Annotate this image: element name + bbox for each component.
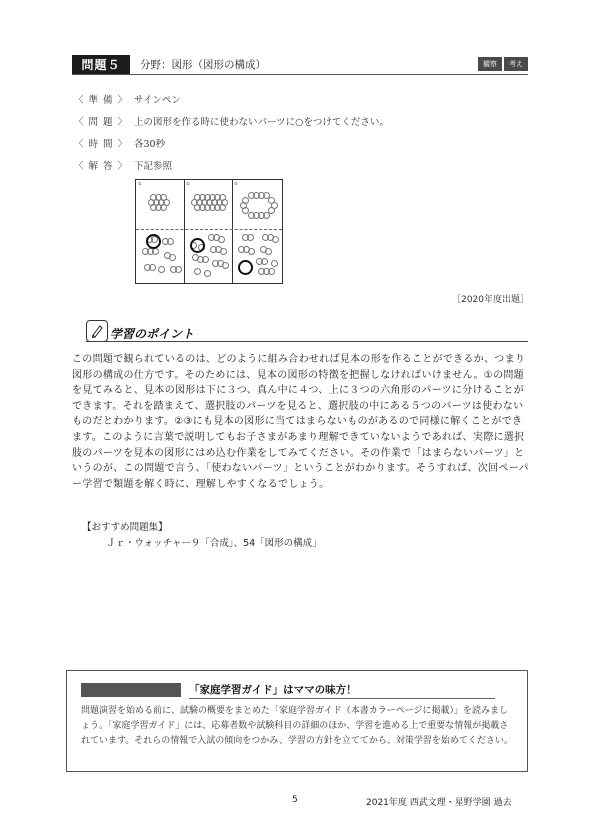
category-tags	[478, 57, 528, 71]
page-number: 5	[292, 795, 298, 805]
figure-divider	[184, 180, 185, 283]
info-label: 〈 時 間 〉	[74, 139, 129, 150]
recommend-item: Ｊｒ・ウォッチャー９「合成」、54「図形の構成」	[106, 538, 322, 549]
answer-figure	[135, 179, 283, 284]
info-label: 〈 解 答 〉	[74, 161, 129, 172]
info-value: 上の図形を作る時に使わないパーツに○をつけてください。	[134, 117, 389, 128]
info-value: サインペン	[134, 95, 181, 106]
panel-number: ②	[186, 181, 190, 186]
header-rule	[72, 74, 528, 75]
info-row-answer	[74, 158, 172, 172]
tag-thinking: 考え	[504, 57, 528, 71]
figure-divider	[232, 180, 233, 283]
point-title: 学習のポイント	[110, 327, 195, 341]
question-field: 分野：図形（図形の構成）	[140, 59, 266, 71]
panel-number: ①	[138, 181, 142, 186]
answer-circle-mark	[238, 260, 253, 275]
guide-title: 「家庭学習ガイド」はママの味方！	[189, 684, 357, 696]
point-body-text: この問題で観られているのは、どのように組み合わせれば見本の形を作ることができるか、つまり図形の構成の仕方です。そのためには、見本の図形の特徴を把握しなければいけません。①の問題を見てみると、見本の図形は下に３つ、真ん中に４つ、上に３つの六角形のパーツに分けることができます。それを踏まえて、選択肢のパーツを見ると、選択肢の中にある５つのパーツは使わないものだとわかります。②③にも見本の図形に当てはまらないものがあるので同様に解くことができます。このように言葉で説明してもお子さまがあまり理解できていないようであれば、実際に選択肢のパーツを見本の図形にはめ込む作業をしてみてください。その作業で「はまらないパーツ」というのが、この問題で言う、「使わないパーツ」ということがわかります。そうすれば、次回ペーパー学習で類題を解く時に、理解しやすくなるでしょう。	[72, 354, 529, 490]
tag-observation: 観察	[478, 57, 502, 71]
info-row-time	[74, 136, 165, 150]
pencil-icon	[86, 320, 108, 342]
answer-circle-mark	[190, 238, 205, 253]
point-rule	[86, 341, 528, 342]
year-tag: ［2020年度出題］	[452, 295, 529, 305]
home-study-guide-box	[66, 670, 528, 772]
info-value: 各30秒	[134, 139, 166, 150]
guide-text: 問題演習を始める前に、試験の概要をまとめた「家庭学習ガイド（本書カラーページに掲載）」を読みましょう。「家庭学習ガイド」には、応募者数や試験科目の詳細のほか、学習を進める上で重要な情報が掲載されています。それらの情報で入試の傾向をつかみ、学習の方針を立ててから、対策学習を始めてください。	[81, 706, 513, 747]
info-label: 〈 問 題 〉	[74, 117, 129, 128]
question-number-badge: 問題５	[72, 55, 130, 74]
figure-dashed-line	[136, 229, 282, 230]
footer-title: 2021年度 西武文理・星野学園 過去	[366, 798, 512, 808]
info-row-question	[74, 114, 389, 128]
info-row-preparation	[74, 92, 181, 106]
guide-title-rule	[189, 698, 495, 699]
info-label: 〈 準 備 〉	[74, 95, 129, 106]
panel-number: ③	[234, 181, 238, 186]
answer-circle-mark	[146, 234, 161, 249]
recommend-title: 【おすすめ問題集】	[82, 522, 168, 533]
guide-title-bar	[81, 683, 181, 697]
info-value: 下記参照	[134, 161, 173, 172]
